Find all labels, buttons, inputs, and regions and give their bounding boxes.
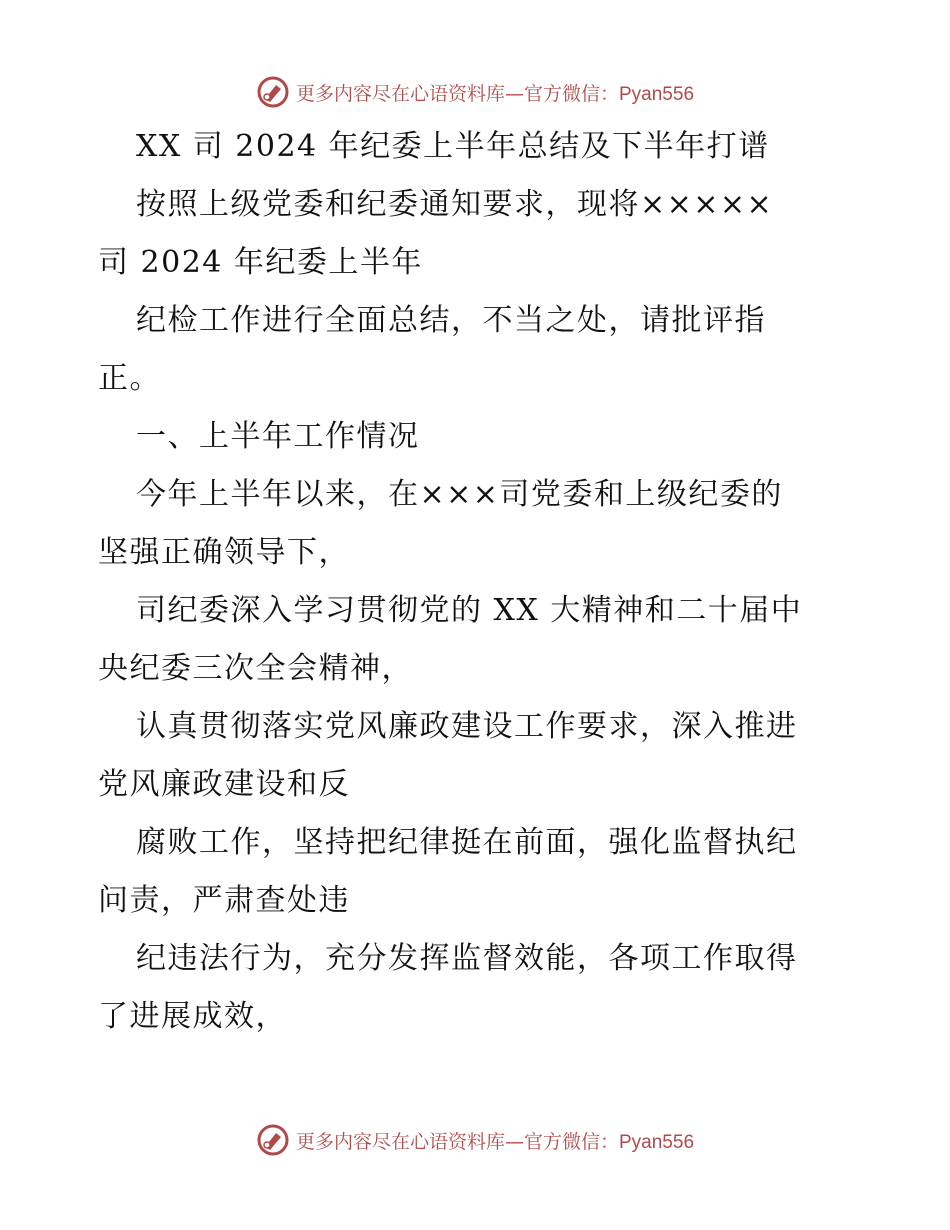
- paragraph-line: 党风廉政建设和反: [98, 767, 350, 802]
- paragraph-line: 纪违法行为，充分发挥监督效能，各项工作取得: [136, 941, 798, 976]
- watermark-text: 更多内容尽在心语资料库—官方微信：Pyan556: [295, 1130, 695, 1153]
- paragraph-line: 认真贯彻落实党风廉政建设工作要求，深入推进: [136, 709, 798, 744]
- watermark-text: 更多内容尽在心语资料库—官方微信：Pyan556: [295, 82, 695, 105]
- paragraph-line: 腐败工作，坚持把纪律挺在前面，强化监督执纪: [136, 825, 798, 860]
- paragraph-line: 了进展成效，: [98, 999, 287, 1034]
- watermark-logo-icon: [256, 1123, 290, 1157]
- paragraph-line: 问责，严肃查处违: [98, 883, 350, 918]
- watermark-logo-icon: [256, 75, 290, 109]
- document-title: XX 司 2024 年纪委上半年总结及下半年打谱: [136, 129, 770, 164]
- paragraph-line: 今年上半年以来，在×××司党委和上级纪委的: [136, 477, 783, 512]
- paragraph-line: 纪检工作进行全面总结，不当之处，请批评指: [136, 303, 766, 338]
- paragraph-line: 央纪委三次全会精神，: [98, 651, 413, 686]
- paragraph-line: 按照上级党委和纪委通知要求，现将×××××: [136, 187, 774, 222]
- watermark-footer: [0, 1120, 950, 1160]
- paragraph-line: 司 2024 年纪委上半年: [98, 245, 423, 280]
- document-body: [98, 118, 858, 1046]
- paragraph-line: 坚强正确领导下，: [98, 535, 350, 570]
- watermark-header: [0, 72, 950, 112]
- paragraph-line: 司纪委深入学习贯彻党的 XX 大精神和二十届中: [136, 593, 803, 628]
- section-heading: 一、上半年工作情况: [136, 419, 420, 454]
- paragraph-line: 正。: [98, 361, 161, 396]
